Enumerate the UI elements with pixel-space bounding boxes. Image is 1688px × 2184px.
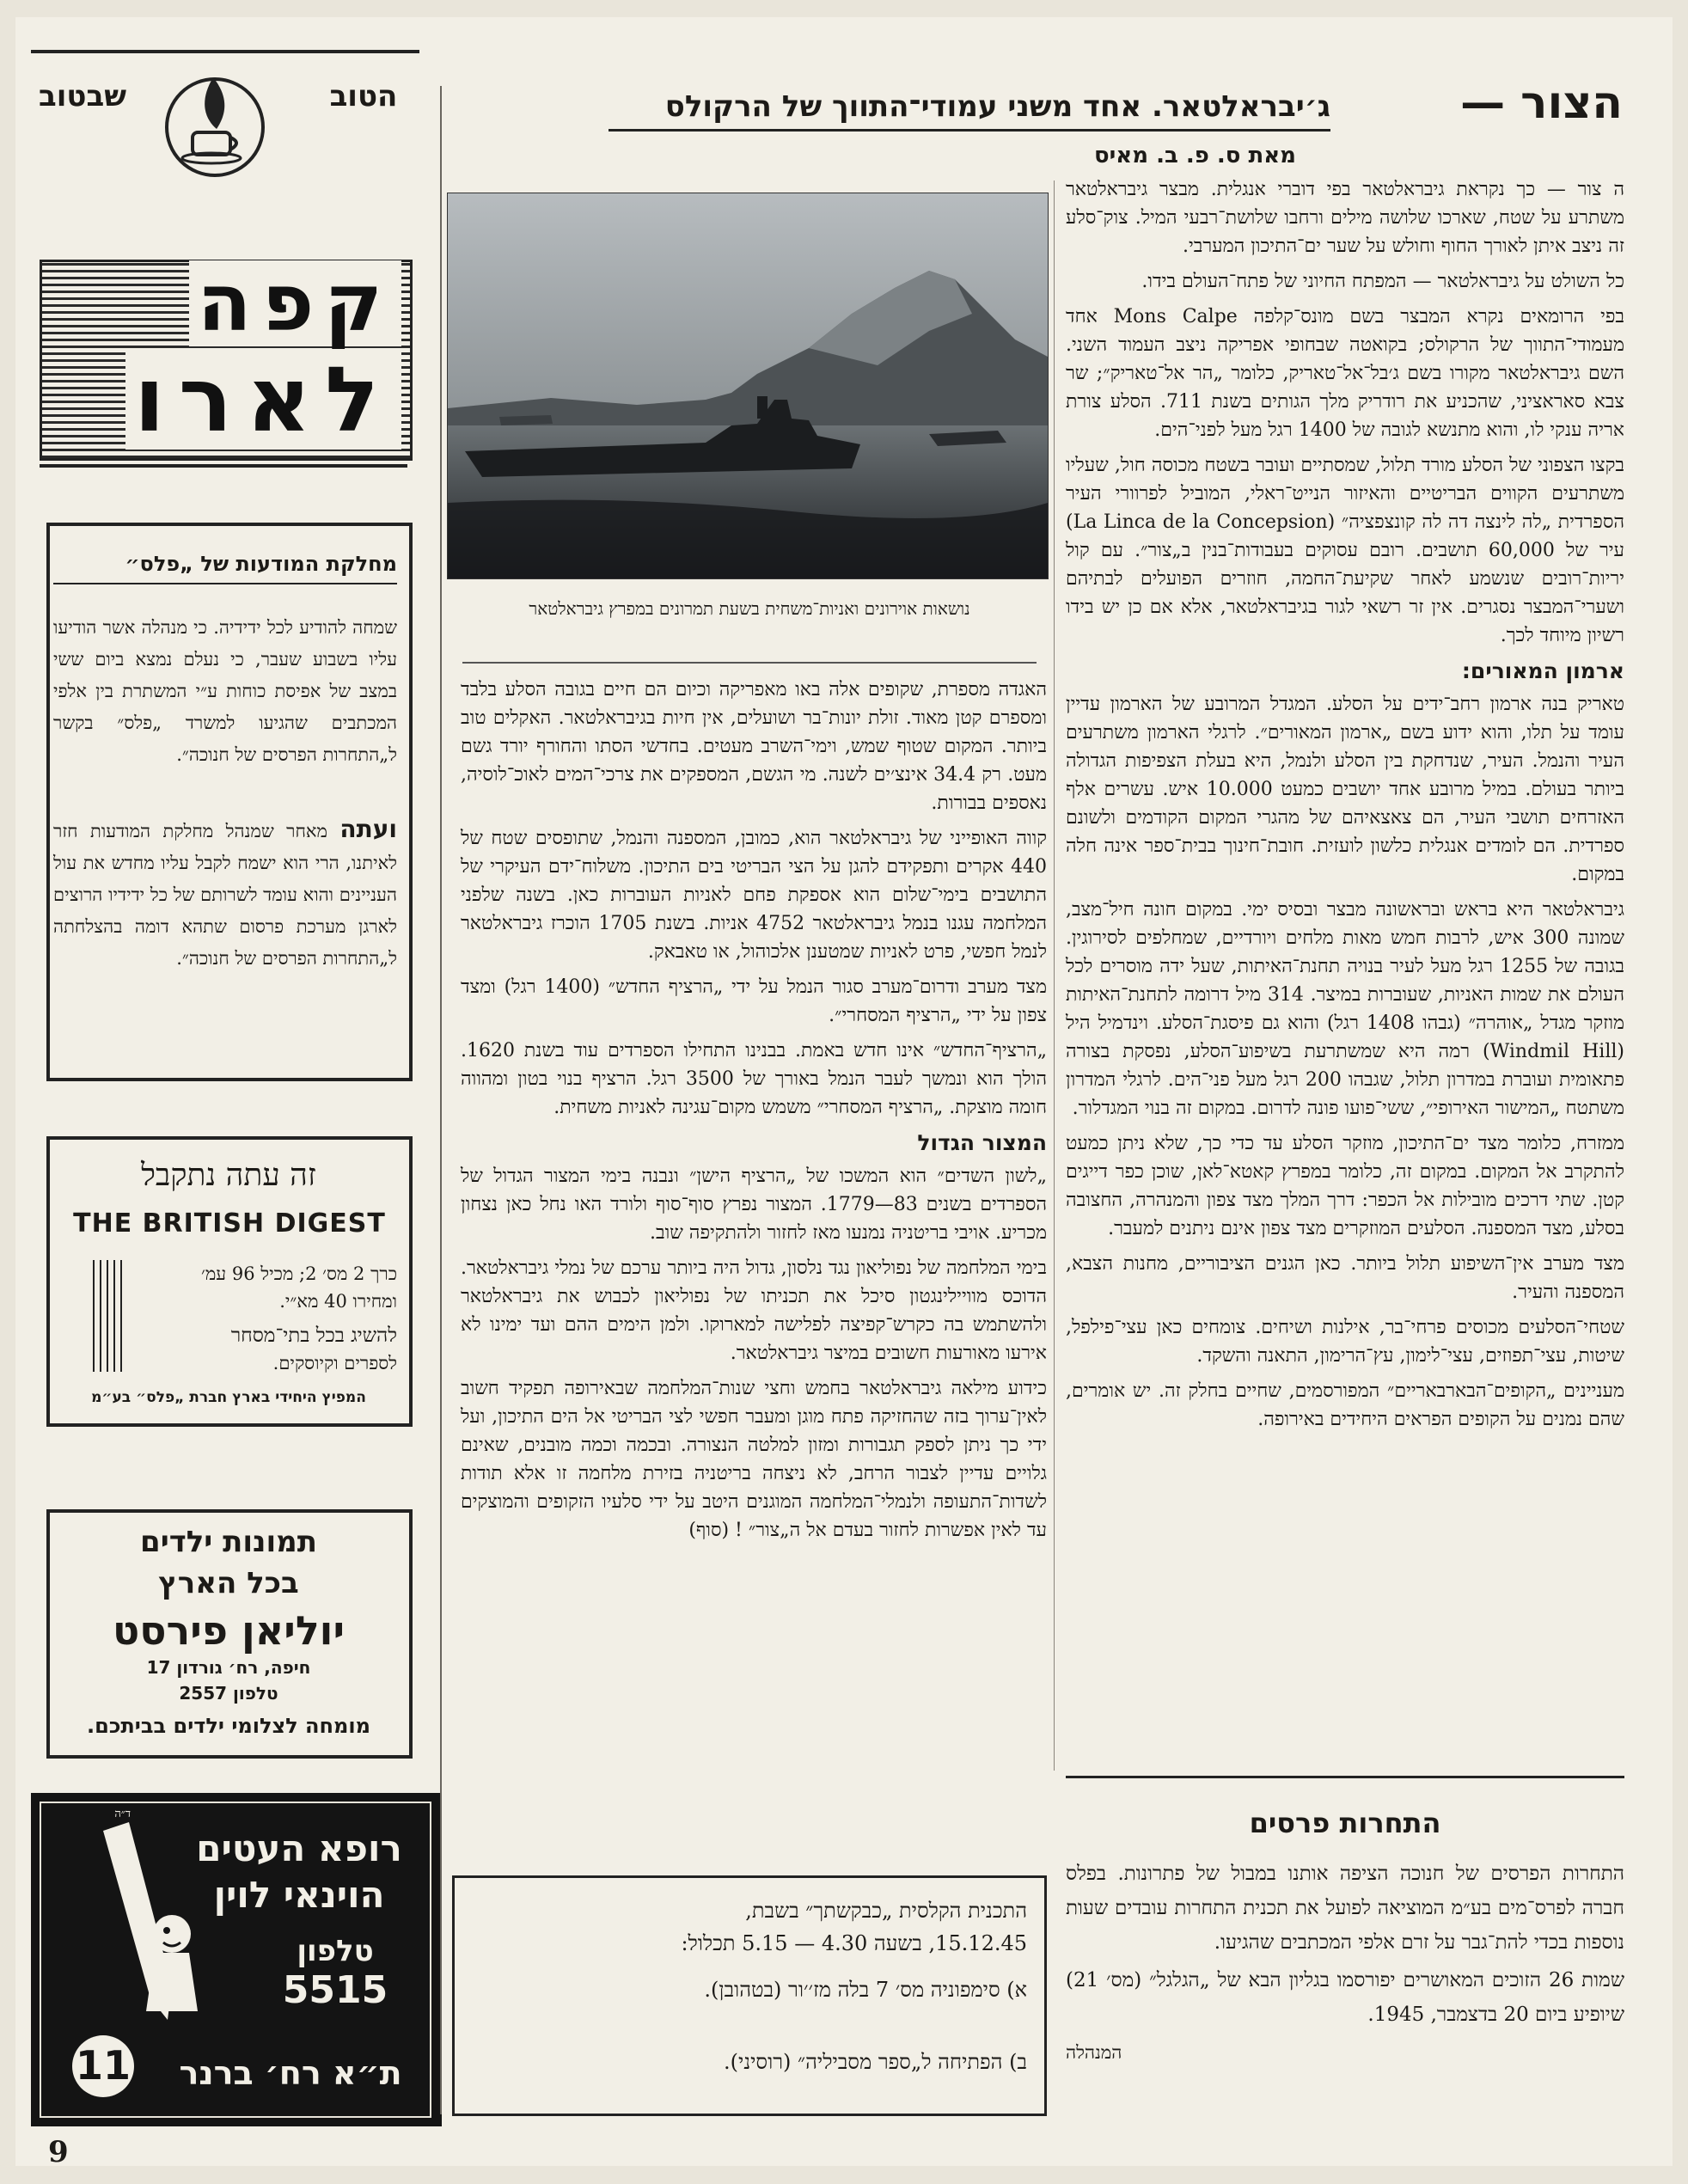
contest-signature: המנהלה [1066, 2042, 1122, 2063]
digest-title-en: THE BRITISH DIGEST [73, 1208, 386, 1239]
article-headline-sub: ג׳יבראלטאר. אחד משני עמודי־התווך של הרקולס [609, 89, 1330, 132]
studio-tagline: מומחה לצלומי ילדים בביתכם. [86, 1714, 371, 1738]
pen-doctor-phone-label: טלפון [297, 1934, 374, 1968]
radio-item-b: ב) הפתיחה ל„ספר מסביליה״ (רוסיני). [724, 2050, 1027, 2074]
pen-doctor-line2: הוינאי לוין [213, 1874, 385, 1916]
digest-line1: כרך 2 מס׳ 2; מכיל 96 עמ׳ [201, 1263, 397, 1284]
right-para-7: ממזרח, כלומר מצד ים־התיכון, מוזקר הסלע עד כדי כך, שלא ניתן כמעט להתקרב אל המקום. במקום זה, כלומר במפרץ קאטא־לאן, שוכן כפר דייגים קטן. שתי דרכים מובילות אל הכפר: דרך המלך מצד צפון והמנהרה, החצובה בסלע, מצד המספנה. הסלעים המוזקרים מצד צפון אינם ניתנים למעבר. [1066, 1133, 1624, 1239]
pen-doctor-phone: 5515 [282, 1968, 388, 2012]
pales-ad-text1: שמחה להודיע לכל ידידיה. כי מנהלה אשר הודיעו עליו בשבוע שעבר, כי נעלם נמצא ביום ששי במצב של אפיסת כוחות ע״י המשתרת בין אלפי המכתבים שהגיעו למשרד „פלס״ בקשר ל„התחרות הפרסים של חנוכה״. [53, 617, 397, 765]
contest-top-rule [1066, 1776, 1624, 1778]
coffee-bottom-rule [40, 464, 407, 468]
right-para-4: בקצו הצפוני של הסלע מורד תלול, שמסתיים ועובר בשטח מכוסה חול, שעליו משתרעים הקווים הבריטיים והאיזור הנייט־ראלי, המוביל לפרוורי העיר הספרדית „לה לינצה דה לה קונצפציה״ (La Linca de la Concepsion) עיר של 60,000 תושבים. רובם עסוקים בעבודות־בנין ב„צור״. עם קול יריות־רובים שנשמע לאחר שקיעת־החמה, חוזרים הפועלים לבתיהם ושערי־המבצר נסגרים. אין זר רשאי לגור בגיבראלטאר, אלא אם כן יש בידו רשיון מיוחד לכך. [1066, 455, 1624, 646]
right-para-2: כל השולט על גיבראלטאר — המפתח החיוני של פתח־העולם בידו. [1141, 271, 1624, 292]
pales-ad-title: מחלקת המודעות של „פלס״ [53, 552, 397, 584]
radio-item-a: א) סימפוניה מס׳ 7 בלה מז׳׳ור (בטהובן). [704, 1978, 1027, 2002]
article-byline: מאת ס. פ. ב. מאיס [1093, 143, 1296, 168]
contest-para-2: שמות 26 הזוכים המאושרים יפורסמו בגליון הבא של „הגלגל״ (מס׳ 21) שיופיע ביום 20 בדצמבר, 1945. [1066, 1969, 1625, 2026]
coffee-slogan-left: שבטוב [38, 79, 127, 113]
right-para-9: שטחי־הסלעים מכוסים פרחי־בר, אילנות ושיחים. צומחים כאן עצי־פילפל, שיטות, עצי־תפוזים, עצי־לימון, עץ־הרימון, התאנה והשקד. [1066, 1317, 1624, 1367]
radio-program-box [452, 1875, 1047, 2116]
contest-title: התחרות פרסים [1249, 1807, 1441, 1839]
radio-line2: 15.12.45, בשעה 4.30 — 5.15 תכלול: [681, 1931, 1027, 1955]
digest-book-icon [93, 1260, 124, 1372]
pen-doctor-address: ת״א רח׳ ברנר [179, 2054, 402, 2092]
digest-title-he: זה עתה נתקבל [141, 1158, 316, 1193]
contest-para-1: התחרות הפרסים של חנוכה הציפה אותנו במבול של פתרונות. בפלס חברה לפרס־מים בע״מ המוציאה לפועל את תכנית התחרות עובדים שעות נוספות בכדי להת־גבר על זרם אלפי המכתבים שהגיעו. [1066, 1863, 1624, 1954]
photo-caption: נושאות אוירונים ואניות־משחית בשעת תמרונים במפרץ גיבראלטאר [529, 598, 970, 619]
studio-line2: בכל הארץ [158, 1566, 299, 1600]
contest-body [1066, 1857, 1624, 2070]
studio-phone: טלפון 2557 [179, 1683, 278, 1704]
mid-para-1: האגדה מספרת, שקופים אלה באו מאפריקה וכיום הם חיים בגובה הסלע בלבד ומספרם קטן מאוד. זולת יונות־בר ושועלים, אין חיות בגיבראלטאר. האקלים טוב ביותר. המקום שטוף שמש, וימי־השרב מעטים. בחדשי הסתו והחורף יורד גשם מעט. רק 34.4 אינצ׳ים לשנה. מי הגשם, המספקים את צרכי־המים לאוכ־לוסיה, נאספים בבורות. [461, 679, 1048, 814]
coffee-slogan-right: הטוב [329, 79, 398, 113]
studio-ad-box [46, 1509, 413, 1759]
gibraltar-photo-art [448, 193, 1048, 578]
pales-ad-text2: מאחר שמנהל מחלקת המודעות חזר לאיתנו, הרי הוא ישמח לקבל עליו מחדש את עול העניינים והוא עומד לשרותם של כל ידידיו הרוצים לארגן מערכת פרסום שתהא דומה בהצלחתה ל„התחרות הפרסים של חנוכה״. [53, 821, 397, 969]
article-middle-column [461, 676, 1047, 1551]
subhead-moorish-palace: ארמון המאורים: [1461, 658, 1624, 683]
radio-line1: התכנית הקלסית „כבקשתך״ בשבת, [745, 1899, 1027, 1923]
gibraltar-photo [447, 193, 1049, 579]
article-column-rule [1054, 180, 1055, 1771]
studio-name: יוליאן פירסט [112, 1607, 345, 1654]
right-para-3: בפי הרומאים נקרא המבצר בשם מונס־קלפה Mons Calpe אחד מעמודי־התווך של הרקולס; בקואטה שבחופי אפריקה ניצב העמוד השני. השם גיבראלטאר מקורו בשם ג׳בל־אל־טאריק, כלומר „הר אל־טאריק״; שר צבא סאראציני, שהכניע את רודריק מלך הגותים בשנת 711. הסלע צורת אריה ענקי לו, והוא מתנשא לגובה של 1400 רגל מעל לפני־הים. [1066, 306, 1625, 441]
article-headline-main: הצור — [1460, 77, 1623, 129]
coffee-brand-line2: לארו [125, 350, 401, 450]
ad-column-separator [440, 86, 442, 2114]
right-para-10: מעניינים „הקופים־הבארבאריים״ המפורסמים, שחיים בחלק זה. יש אומרים, שהם נמנים על הקופים הפראים היחידים באירופה. [1066, 1380, 1624, 1430]
pen-doctor-line1: רופא העטים [196, 1827, 402, 1869]
mid-para-7: כידוע מילאה גיבראלטאר בחמש וחצי שנות־המלחמה שבאירופה תפקיד חשוב לאין־ערוך בזה שהחזיקה פתח מוגן ומעבר חפשי לצי הבריטי אל הים התיכון, ועל ידי כך ניתן לספק תגבורות ומזון למלטה הנצורה. ובכמה וכמה מובנים, שאינם גלויים עדיין לצבור הרחב, לא ניצחה בריטניה בזירת מלחמה זו אלא תודות לשדות־התעופה ולנמלי־המלחמה המוגנים היטב על ידי סלעיו הזקופים והמוצקים עד לאין אפשרות לחזור בעדם אל ה„צור״ ! (סוף) [461, 1378, 1047, 1541]
pen-doctor-number: 11 [75, 2042, 131, 2089]
pen-doctor-corner: ד״ה [114, 1808, 131, 1820]
studio-address: חיפה, רח׳ גורדון 17 [146, 1657, 311, 1678]
subhead-great-siege: המצור הגדול [917, 1130, 1047, 1155]
right-para-8: מצד מערב אין־השיפוע תלול ביותר. כאן הגנים הציבוריים, מחנות הצבא, המספנה והעיר. [1066, 1253, 1624, 1303]
mid-para-4: „הרציף־החדש״ אינו חדש באמת. בבנינו התחילו הספרדים עוד בשנת 1620. הולך הוא ונמשך לעבר הנמל באורך של 3500 רגל. הרציף בנוי בטון ומהווה חומה מוצקת. „הרציף המסחרי״ משמש מקום־עגינה לאניות משחית. [461, 1040, 1047, 1118]
studio-line1: תמונות ילדים [140, 1525, 317, 1559]
pen-doctor-number-badge [72, 2035, 134, 2097]
coffee-cup-icon [163, 69, 266, 180]
mid-para-6: בימי המלחמה של נפוליאון נגד נלסון, גדול היה ביותר ערכם של נמלי גיבראלטאר. הדוכס מוויילינגטון סיכל את תכניתו של נפוליאון לכבוש את גיבראלטאר ולהשתמש בה כקרש־קפיצה לפלישה למארוקו. ולמן הימים ההם ועד ימינו לא אירעו מאורעות חשובים במיצר גיבראלטאר. [461, 1257, 1047, 1364]
coffee-brand-box [40, 257, 413, 461]
digest-footer: המפיץ היחידי בארץ חברת „פלס״ בע״מ [91, 1389, 366, 1406]
pales-ad-word-now: ועתה [339, 815, 398, 843]
coffee-brand-line1: קפה [189, 260, 401, 346]
magazine-page [15, 17, 1673, 2169]
digest-line2: ומחירו 40 מא״י. [279, 1291, 397, 1312]
digest-line3: להשיג בכל בתי־מסחר [230, 1324, 397, 1347]
right-para-1: ה צור — כך נקראת גיבראלטאר בפי דוברי אנגלית. מבצר גיבראלטאר משתרע על שטח, שארכו שלושה מילים ורחבו שלושת־רבעי המיל. צוק־סלע זה ניצב איתן לאורך החוף וחולש על שער ים־התיכון המערבי. [1066, 179, 1624, 257]
mid-para-3: מצד מערב ודרום־מערב סגור הנמל על ידי „הרציף החדש״ (1400 רגל) ומצד צפון על ידי „הרציף המסחרי״. [461, 976, 1047, 1026]
mid-para-5: „לשון השדים״ הוא המשכו של „הרציף הישן״ ונבנה בימי המצור הגדול של הספרדים בשנים 83—1779. המצור נפרץ סוף־סוף ולורד האו נחל כאן נצחון מכריע. אויבי בריטניה נמנעו מאז לחזור ולהתקיפה שוב. [461, 1165, 1047, 1244]
fountain-pen-icon [69, 1814, 215, 2037]
digest-ad-box [46, 1136, 413, 1427]
right-para-5: טאריק בנה ארמון רחב־ידים על הסלע. המגדל המרובע של הארמון עדיין עומד על תלו, והוא ידוע בשם „ארמון המאורים״. לרגלי הארמון משתרעים העיר והנמל. העיר, שנדחקת בין הסלע ולנמל, היא בעלת הצפיפות הגדולה ביותר בעולם. במיל מרובע אחד יושבים כמעט 10.000 איש. עשרים אלף האזרחים תושבי העיר, הם צאצאיהם של מהגרי המקום הקודמים ולשונם ספרדית. הם לומדים אנגלית כלשון לועזית. חובת־חינוך בבית־ספר אינה חלה במקום. [1066, 694, 1624, 885]
pales-ad-text2-block [53, 813, 397, 975]
article-right-column [1066, 175, 1624, 1441]
caption-rule [462, 662, 1037, 664]
right-para-6: גיבראלטאר היא בראש ובראשונה מבצר ובסיס ימי. במקום חונה חיל־מצב, שמונה 300 איש, לרבות חמש מאות מלחים ויורדיים, שמחלפים לסירוגין. בגובה של 1255 רגל מעל לעיר בנויה תחנת־האיתות, שעל ידה מוסרים לכל העולם את שמות האניות, שעוברות במיצר. 314 מיל דרומה לתחנת־האיתות מוזקר מגדל „אוהרה״ (גבהו 1408 רגל) והוא גם פיסגת־הסלע. וינדמיל היל (Windmil Hill) רמה היא שמשתרעת בשיפוע־הסלע, נפסקת בצורה פתאומית ועוברת במדרון תלול, שגבהו 200 רגל מעל פני־הים. לרגלי המדרון משתטח „המישור האירופי״, ששי־פועו פונה לדרום. במקום זה בנוי המגדלור. [1066, 899, 1625, 1119]
pales-ad-box [46, 523, 413, 1081]
top-rule-left [31, 50, 419, 53]
pen-doctor-ad [31, 1793, 442, 2126]
page-number: 9 [48, 2135, 69, 2169]
digest-line4: לספרים וקיוסקים. [272, 1353, 397, 1373]
mid-para-2: קווה האופייני של גיבראלטאר הוא, כמובן, המספנה והנמל, שתופסים שטח של 440 אקרים ותפקידם להגן על הצי הבריטי בים התיכון. משלוח־ידם העיקרי של התושבים בימי־שלום הוא אספקת פחם לאניות העוברות כאן. בשנה שלפני המלחמה עגנו בנמל גיבראלטאר 4752 אניות. בשנת 1705 הוכרז גיבראלטאר לנמל חפשי, פרט לאניות שמטענן אלכוהול, או טאבאק. [461, 828, 1047, 963]
